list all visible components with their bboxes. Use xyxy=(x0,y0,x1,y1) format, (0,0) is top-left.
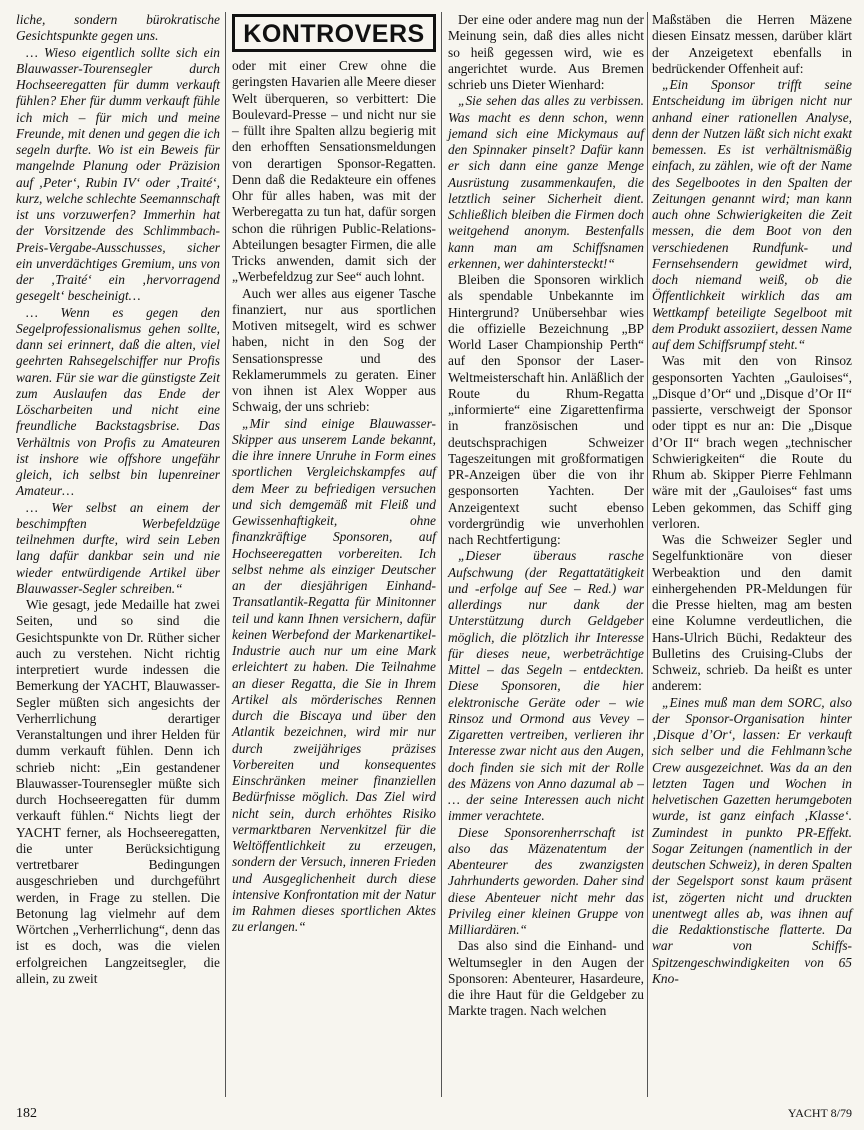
column-3 xyxy=(448,12,644,1020)
paragraph: „Eines muß man dem SORC, also der Sponsor-Organisation hinter ‚Disque d’Or‘, lassen: Er verkauft sich selber und die Fehlmann’sche Crew ausgezeichnet. Was da an den letzten Tagen und Wochen in helvetischen Gazetten herumgeboten wurde, ist ganz einfach ‚Klasse‘. Zumindest in punkto PR-Effekt. Sogar Zeitungen (namentlich in der deutschen Schweiz), in deren Spalten der Segelsport sonst kaum präsent ist, zögerten nicht und druckten unentwegt alles ab, was ihnen auf die Redaktionstische flatterte. Da war von Schiffs-Spitzengeschwindigkeiten von 65 Kno- xyxy=(652,694,852,986)
paragraph: „Dieser überaus rasche Aufschwung (der Regattatätigkeit und -erfolge auf See – Red.) war allerdings nur dank der Unterstützung durch Geldgeber möglich, die plötzlich ihr Interesse für dieses neue, werbeträchtige Mittel – das Segeln – entdeckten. Diese Sponsoren, die hier elektronische Geräte oder – wie Rinsoz und Ormond aus Vevey – Zigaretten vertreiben, verlieren ihr Interesse zwar nicht aus den Augen, doch finden sie sich mit der Rolle des Mäzens von Anno dazumal ab – … der seine Interessen auch nicht immer verachtete. xyxy=(448,548,644,824)
paragraph: Wie gesagt, jede Medaille hat zwei Seiten, und so sind die Gesichtspunkte von Dr. Rüther sicher auch zu verstehen. Nicht richtig interpretiert wurde indessen die Bemerkung der YACHT, Blauwasser-Segler müßten sich angesichts der Verherrlichung derartiger Veranstaltungen und ihrer Helden für dumm verkauft fühlen. Denn ich schrieb nicht: „Ein gestandener Blauwasser-Tourensegler müßte sich durch Hochseeregatten für dumm verkauft fühlen.“ Nichts liegt der YACHT ferner, als Hochseeregatten, die unter Berücksichtigung vertretbarer Bedingungen ausgeschrieben und durchgeführt werden, in Frage zu stellen. Die Betonung lag vielmehr auf dem Wörtchen „Verherrlichung“, denn das ist es doch, was die vielen erfolgreichen Langzeitsegler, die allein, zu zweit xyxy=(16,597,220,986)
paragraph: „Sie sehen das alles zu verbissen. Was macht es denn schon, wenn jemand sich eine Mickymaus auf den Spinnaker pinselt? Dafür kann er sich dann eine ganze Menge Ausrüstung zusammenkaufen, die letztlich seiner Sicherheit dient. Schließlich bleiben die Firmen doch weitgehend anonym. Bestenfalls kann man am Schiffsnamen erkennen, wer dahintersteckt!“ xyxy=(448,93,644,271)
paragraph: Bleiben die Sponsoren wirklich als spendable Unbekannte im Hintergrund? Unübersehbar wies die offizielle Bezeichnung „BP World Laser Championship Perth“ auf den Sponsor der Laser-Weltmeisterschaft hin. Anläßlich der Route du Rhum-Regatta „informierte“ eine Zigarettenfirma in französischen und deutschsprachigen Schweizer Tageszeitungen mit großformatigen PR-Anzeigen über die von ihr gesponsorten Yachten. Der Anzeigentext sucht ebenso vordergründig wie unverhohlen nach Rechtfertigung: xyxy=(448,272,645,547)
column-rule xyxy=(225,12,226,1097)
paragraph: Maßstäben die Herren Mäzene diesen Einsatz messen, darüber klärt der Anzeigetext ebenfalls in bedrückender Offenheit auf: xyxy=(652,12,852,76)
column-2 xyxy=(232,12,436,936)
column-rule xyxy=(647,12,648,1097)
column-4 xyxy=(652,12,852,987)
paragraph: Diese Sponsorenherrschaft ist also das Mäzenatentum der Abenteurer des zwanzigsten Jahrhunderts geworden. Daher sind diese Abenteuer nicht mehr das Privileg einer kleinen Gruppe von Milliardären.“ xyxy=(448,824,644,937)
paragraph: „Ein Sponsor trifft seine Entscheidung im übrigen nicht nur anhand einer rationellen Analyse, denn der Nutzen läßt sich nicht exakt bemessen. Es ist verhältnismäßig einfach, zu zählen, wie oft der Name des Segelbootes in den Spalten der Zeitungen genannt wird; man kann auch ohne Schwierigkeiten die Zeit messen, die dem Boot von den verschiedenen Rundfunk- und Fernsehsendern gewidmet wird, doch niemand weiß, ob die Öffentlichkeit wirklich das am Wettkampf beteiligte Segelboot mit dem Produkt assoziiert, dessen Name auf dem Schiffsrumpf steht.“ xyxy=(652,77,852,352)
paragraph: Das also sind die Einhand- und Weltumsegler in den Augen der Sponsoren: Abenteurer, Hasardeure, die ihre Haut für die Geldgeber zu Markte tragen. Nach welchen xyxy=(448,938,644,1019)
paragraph: … Wer selbst an einem der beschimpften Werbefeldzüge teilnehmen durfte, wird sein Leben lang dafür dankbar sein und nie wieder entwürdigende Artikel über Blauwasser-Segler schreiben.“ xyxy=(16,499,220,596)
section-title: KONTROVERS xyxy=(232,14,436,52)
paragraph: Auch wer alles aus eigener Tasche finanziert, nur aus sportlichen Motiven mitsegelt, wird es schwer haben, nicht in den Sog der Sensationspresse und des Reklamerummels zu geraten. Einer von ihnen ist Alex Wopper aus Schwaig, der uns schrieb: xyxy=(232,285,436,415)
issue-label: YACHT 8/79 xyxy=(787,1106,852,1120)
paragraph: … Wieso eigentlich sollte sich ein Blauwasser-Tourensegler durch Hochseeregatten für dumm verkauft fühlen? Eher für dumm verkauft fühle ich mich – für mich und meine Freunde, mit denen und gegen die ich segeln durfte. Wo ist ein Beweis für mangelnde Planung oder Präzision auf ‚Peter‘, Rubin IV‘ oder ‚Traité‘, kurz, welche schlechte Seemannschaft ist uns vorzuwerfen? Immerhin hat der Vorsitzende des Schlimmbach-Preis-Vergabe-Ausschusses, sicher ein unverdächtiges Gremium, uns von der ‚Traité‘ ein ‚hervorragend gesegelt‘ bescheinigt… xyxy=(16,44,220,304)
paragraph: Was mit den von Rinsoz gesponsorten Yachten „Gauloises“, „Disque d’Or“ und „Disque d’Or II“ passierte, verschweigt der Sponsor oder tippt es nur an: Die „Disque d’Or II“ brach wegen „technischer Schwierigkeiten“ die Route du Rhum ab. Skipper Pierre Fehlmann wäre mit der „Gauloises“ fast ums Leben gekommen, das Schiff ging verloren. xyxy=(652,353,852,531)
paragraph: oder mit einer Crew ohne die geringsten Havarien alle Meere dieser Welt überqueren, so verbittert: Die Boulevard-Presse – und nicht nur sie – füllt ihre Spalten allzu begierig mit den erhofften Sensationsmeldungen von derartigen Sponsor-Regatten. Denn daß die Redakteure ein offenes Ohr für alles haben, was mit der Werberegatta zu tun hat, dafür sorgen schon die rührigen Public-Relations-Abteilungen besagter Firmen, die alle Tricks anwenden, damit sich der „Werbefeldzug zur See“ auch lohnt. xyxy=(232,58,436,285)
paragraph: Was die Schweizer Segler und Segelfunktionäre von dieser Werbeaktion und den damit einhergehenden PR-Meldungen für die Presse hielten, mag am besten eine Kolumne verdeutlichen, die Hans-Ulrich Büchi, Redakteur des Bulletins des Cruising-Clubs der Schweiz, schrieb. Da heißt es unter anderem: xyxy=(652,532,852,694)
page-number: 182 xyxy=(16,1106,37,1121)
paragraph: … Wenn es gegen den Segelprofessionalismus gehen sollte, dann sei erinnert, daß die alten, viel geehrten Rahsegelschiffer nur Profis waren. Für sie war die günstigste Zeit zum Auslaufen das Ende der Löscharbeiten und nicht eine freundliche Backstagsbrise. Das Verhältnis von Profis zu Amateuren ist inshore wie offshore ungefähr gleich, ich selbst bin lupenreiner Amateur… xyxy=(16,304,220,499)
paragraph: „Mir sind einige Blauwasser-Skipper aus unserem Lande bekannt, die ihre innere Unruhe in Form eines sportlichen Vergleichskampfes auf dem Meer zu befriedigen versuchen und sich demgemäß mit Fleiß und Gewissenhaftigkeit, ohne finanzkräftige Sponsoren, auf Hochseeregatten vorbereiten. Ich selbst nehme als einziger Deutscher an der diesjährigen Einhand-Transatlantik-Regatta für Minitonner teil und kann Ihnen versichern, dafür keinen Werbefond der Markenartikel-Industrie auch nur um eine Mark erleichtert zu haben. Die Teilnahme an dieser Regatta, die Sie in Ihrem Artikel als mörderisches Rennen durch die Biscaya und über den Atlantik bezeichnen, wird mir nur durch zweijähriges präzises Vorbereiten und konsequentes Einschränken meiner finanziellen Bedürfnisse möglich. Das Ziel wird nicht sein, durch erhöhtes Risiko vermarktbaren Nervenkitzel für die Weltöffentlichkeit zu erzeugen, sondern der Versuch, inneren Frieden und Ausgeglichenheit durch diese intensive Konfrontation mit der Natur im Rahmen dieses sportlichen Aktes zu erlangen.“ xyxy=(232,415,436,935)
column-rule xyxy=(441,12,442,1097)
column-1 xyxy=(16,12,220,987)
paragraph: Der eine oder andere mag nun der Meinung sein, daß dies alles nicht so heiß gegessen wird, wie es angerichtet wurde. Aus Bremen schrieb uns Dieter Wienhard: xyxy=(448,12,644,92)
paragraph: liche, sondern bürokratische Gesichtspunkte gegen uns. xyxy=(16,12,220,44)
